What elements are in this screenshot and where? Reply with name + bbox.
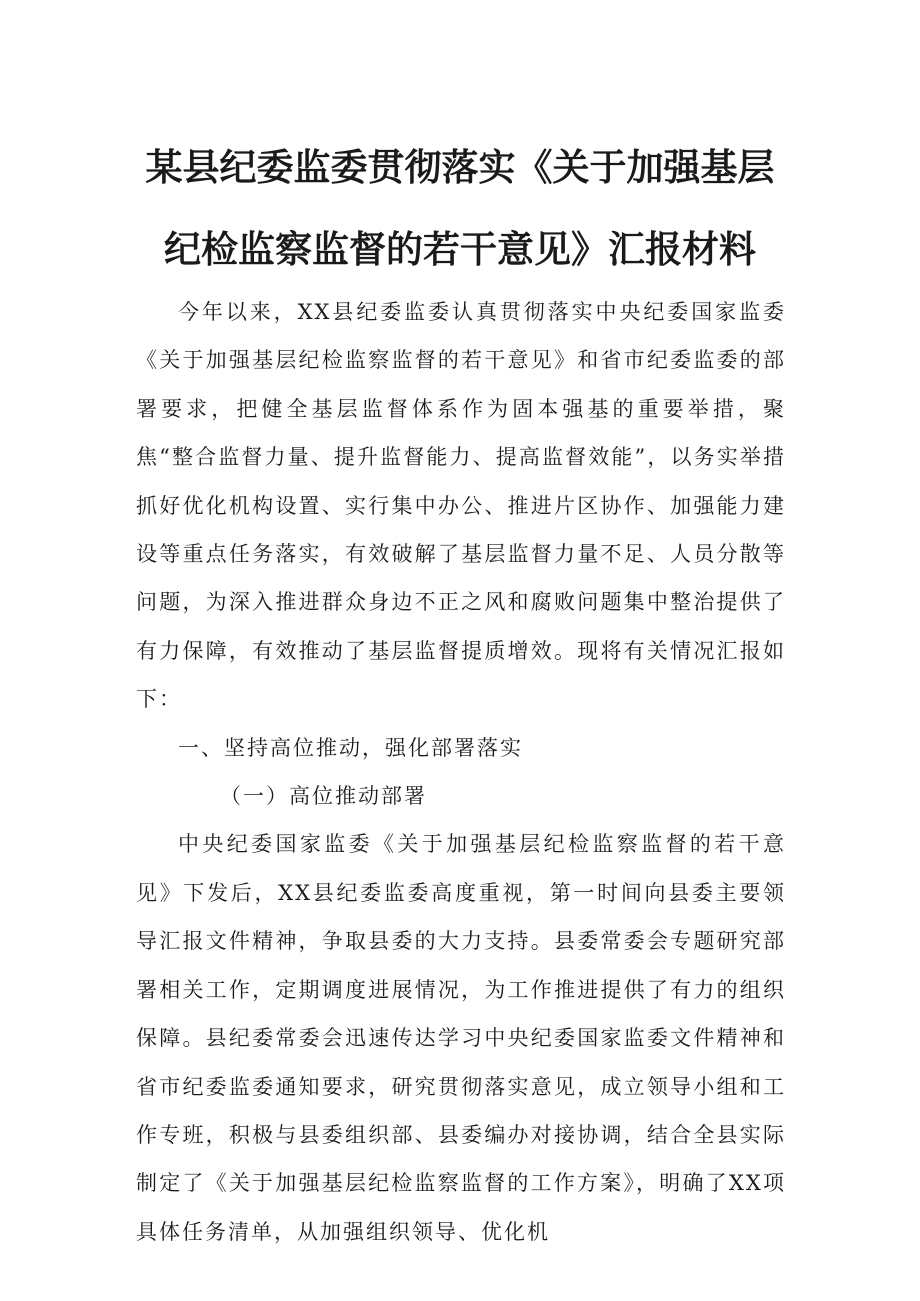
- document-title-line-1: 某县纪委监委贯彻落实《关于加强基层: [145, 146, 775, 189]
- intro-paragraph: 今年以来，XX县纪委监委认真贯彻落实中央纪委国家监委《关于加强基层纪检监察监督的若干意见》和省市纪委监委的部署要求，把健全基层监督体系作为固本强基的重要举措，聚焦“整合监督力量、提升监督能力、提高监督效能”，以务实举措抓好优化机构设置、实行集中办公、推进片区协作、加强能力建设等重点任务落实，有效破解了基层监督力量不足、人员分散等问题，为深入推进群众身边不正之风和腐败问题集中整治提供了有力保障，有效推动了基层监督提质增效。现将有关情况汇报如下：: [136, 300, 786, 712]
- subsection-heading-1: （一）高位推动部署: [220, 784, 427, 809]
- section-heading-1: 一、坚持高位推动，强化部署落实: [178, 735, 523, 760]
- subsection-paragraph-1: 中央纪委国家监委《关于加强基层纪检监察监督的若干意见》下发后，XX县纪委监委高度重视，第一时间向县委主要领导汇报文件精神，争取县委的大力支持。县委常委会专题研究部署相关工作，定期调度进展情况，为工作推进提供了有力的组织保障。县纪委常委会迅速传达学习中央纪委国家监委文件精神和省市纪委监委通知要求，研究贯彻落实意见，成立领导小组和工作专班，积极与县委组织部、县委编办对接协调，结合全县实际制定了《关于加强基层纪检监察监督的工作方案》，明确了XX项具体任务清单，从加强组织领导、优化机: [136, 832, 786, 1244]
- document-body: [136, 288, 786, 1256]
- document-title-line-2: 纪检监察监督的若干意见》汇报材料: [164, 228, 756, 271]
